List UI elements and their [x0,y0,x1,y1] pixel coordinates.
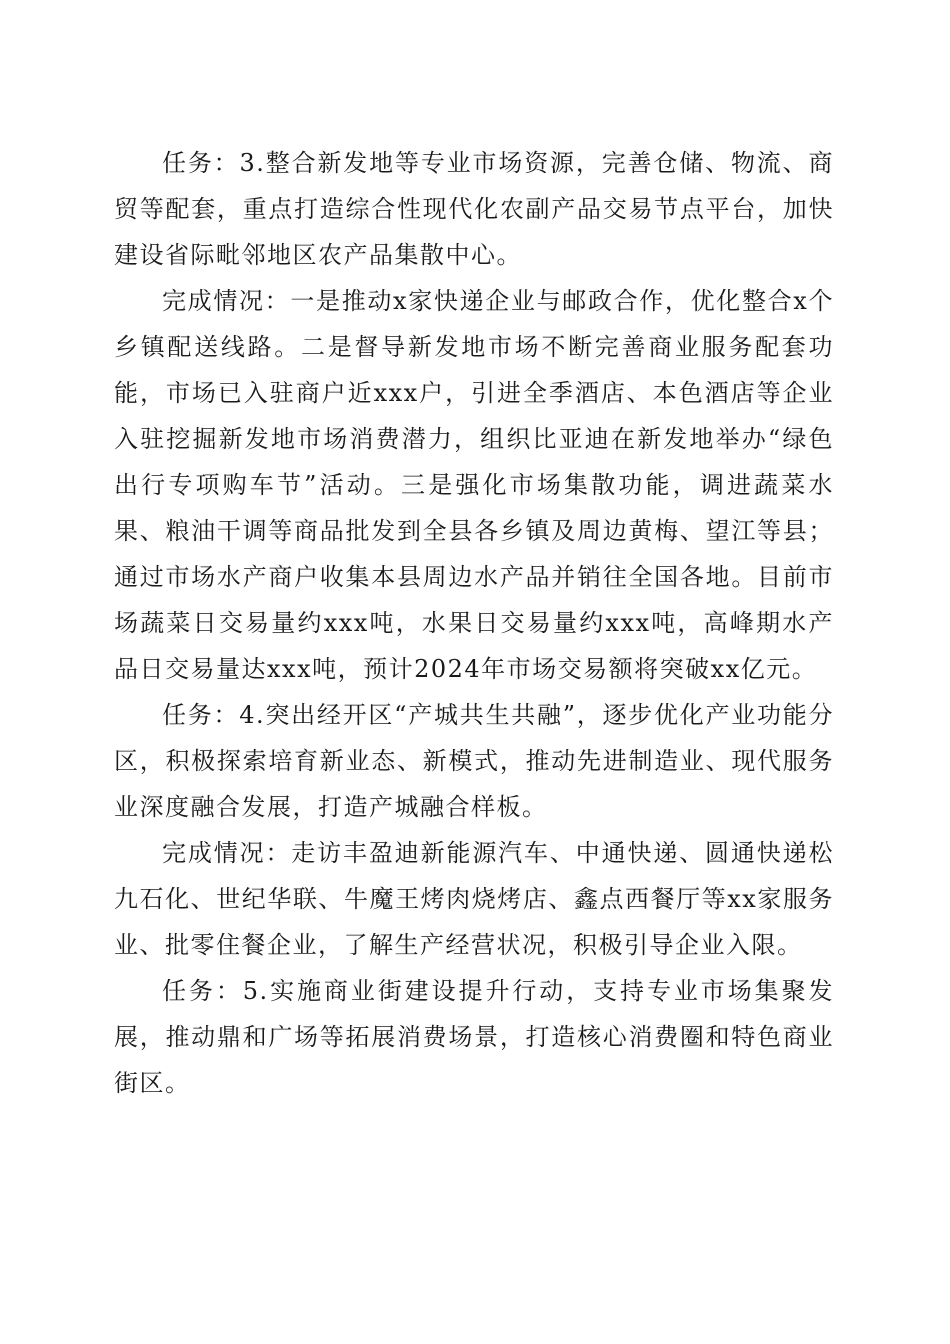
task-4-completion-paragraph: 完成情况：走访丰盈迪新能源汽车、中通快递、圆通快递松九石化、世纪华联、牛魔王烤肉烧烤店、鑫点西餐厅等xx家服务业、批零住餐企业，了解生产经营状况，积极引导企业入限。 [114,839,834,959]
task-5-paragraph: 任务：5.实施商业街建设提升行动，支持专业市场集聚发展，推动鼎和广场等拓展消费场景，打造核心消费圈和特色商业街区。 [114,977,834,1097]
document-body [114,140,834,1106]
task-3-paragraph: 任务：3.整合新发地等专业市场资源，完善仓储、物流、商贸等配套，重点打造综合性现代化农副产品交易节点平台，加快建设省际毗邻地区农产品集散中心。 [114,149,834,269]
task-3-completion-paragraph: 完成情况：一是推动x家快递企业与邮政合作，优化整合x个乡镇配送线路。二是督导新发地市场不断完善商业服务配套功能，市场已入驻商户近xxx户，引进全季酒店、本色酒店等企业入驻挖掘新发地市场消费潜力，组织比亚迪在新发地举办“绿色出行专项购车节”活动。三是强化市场集散功能，调进蔬菜水果、粮油干调等商品批发到全县各乡镇及周边黄梅、望江等县；通过市场水产商户收集本县周边水产品并销往全国各地。目前市场蔬菜日交易量约xxx吨，水果日交易量约xxx吨，高峰期水产品日交易量达xxx吨，预计2024年市场交易额将突破xx亿元。 [114,287,834,683]
task-4-paragraph: 任务：4.突出经开区“产城共生共融”，逐步优化产业功能分区，积极探索培育新业态、新模式，推动先进制造业、现代服务业深度融合发展，打造产城融合样板。 [114,701,834,821]
